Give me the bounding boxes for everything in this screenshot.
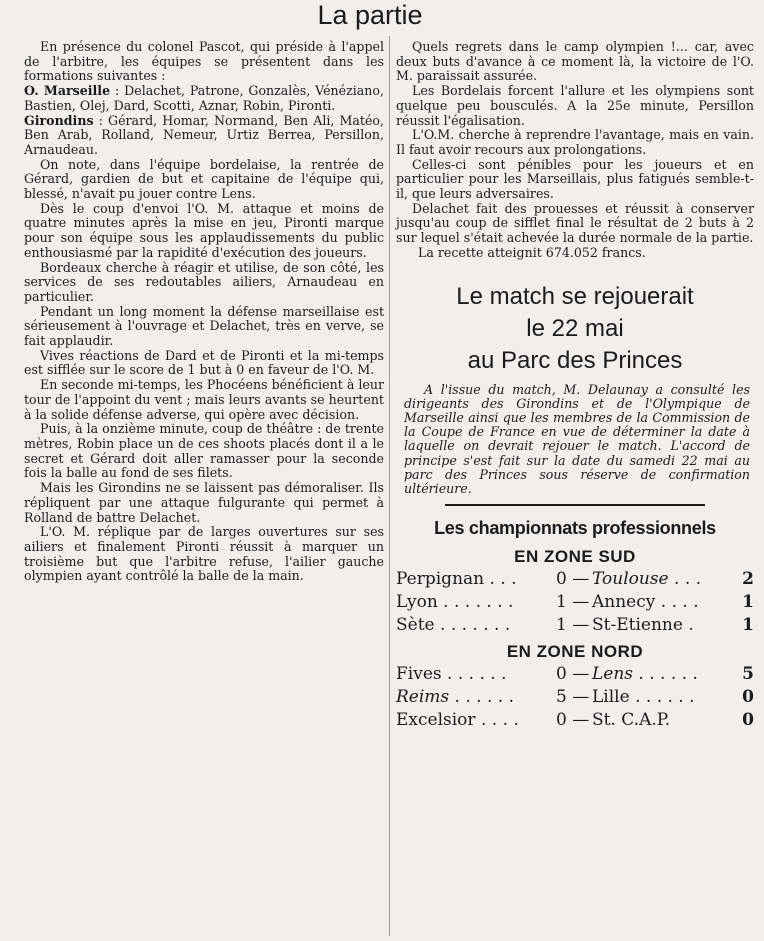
score: 0 — <box>556 710 590 731</box>
lineup-girondins <box>24 114 384 158</box>
column-divider <box>389 36 390 936</box>
article-title: La partie <box>317 0 423 30</box>
player-list: : Gérard, Homar, Normand, Ben Ali, Matéo, Ben Arab, Rolland, Nemeur, Urtiz Berrea, Persillon, Arnaudeau. <box>24 112 385 157</box>
headline-line: au Parc des Princes <box>467 346 683 374</box>
paragraph: Celles-ci sont pénibles pour les joueurs et en particulier pour les Marseillais, plus fatigués semble-t-il, que leurs adversaires. <box>396 156 754 202</box>
result-row <box>396 663 754 686</box>
paragraph: L'O. M. réplique par de larges ouvertures sur ses ailiers et finalement Pironti réussit à marquer un troisième but que l'arbitre refuse, l'ailier gauche olympien ayant contrôlé la balle de la main. <box>24 524 384 584</box>
paragraph: La recette atteignit 674.052 francs. <box>418 244 646 260</box>
away-team: Lens . . . . . . <box>592 664 698 685</box>
paragraph: Mais les Girondins ne se laissent pas démoraliser. Ils répliquent par une attaque fulgurante qui permet à Rolland de battre Delachet. <box>24 480 384 525</box>
away-score: 5 <box>742 664 754 685</box>
away-team: Toulouse . . . <box>592 569 702 590</box>
score: 1 — <box>556 615 590 636</box>
intro-paragraph: En présence du colonel Pascot, qui préside à l'appel de l'arbitre, les équipes se présentent dans les formations suivantes : <box>24 39 384 84</box>
zone-sud-heading: EN ZONE SUD <box>514 547 636 567</box>
championship-heading: Les championnats professionnels <box>434 518 716 539</box>
away-score: 0 <box>742 710 754 731</box>
home-team: Lyon . . . . . . . <box>396 592 514 613</box>
paragraph: Delachet fait des prouesses et réussit à conserver jusqu'au coup de sifflet final le résultat de 2 buts à 2 sur lequel s'était achevée la durée normale de la partie. <box>396 200 754 246</box>
section-rule <box>445 504 705 506</box>
score: 0 — <box>556 569 590 590</box>
paragraph: Quels regrets dans le camp olympien !... car, avec deux buts d'avance à ce moment là, la victoire de l'O. M. paraissait assurée. <box>396 39 754 84</box>
paragraph: L'O.M. cherche à reprendre l'avantage, mais en vain. Il faut avoir recours aux prolongations. <box>396 127 754 157</box>
result-row <box>396 614 754 637</box>
result-row <box>396 568 754 591</box>
home-team: Sète . . . . . . . <box>396 615 511 636</box>
headline-line: le 22 mai <box>526 314 624 342</box>
replay-announcement <box>396 383 754 497</box>
team-name: O. Marseille <box>24 83 111 99</box>
headline-line: Le match se rejouerait <box>456 282 694 310</box>
away-team: St-Etienne . <box>592 615 694 636</box>
paragraph: En seconde mi-temps, les Phocéens bénéficient à leur tour de l'appoint du vent ; mais leurs avants se heurtent à la solide défense adverse, qui opère avec décision. <box>24 377 384 422</box>
lineup-marseille <box>24 84 384 113</box>
score: 5 — <box>556 687 590 708</box>
announcement-text: A l'issue du match, M. Delaunay a consulté les dirigeants des Girondins et de l'Olympique de Marseille ainsi que les membres de la Commission de la Coupe de France en vue de déterminer la date à laquelle on devrait rejouer le match. L'accord de principe s'est fait sur la date du samedi 22 mai au parc des Princes sous réserve de confirmation ultérieure. <box>404 381 750 496</box>
paragraph: Vives réactions de Dard et de Pironti et la mi-temps est sifflée sur le score de 1 but à 0 en faveur de l'O. M. <box>24 347 384 378</box>
zone-nord-results <box>396 663 754 732</box>
away-team: St. C.A.P. <box>592 710 671 731</box>
paragraph: Bordeaux cherche à réagir et utilise, de son côté, les services de ses redoutables ailiers, Arnaudeau en particulier. <box>24 259 384 304</box>
player-list: : Delachet, Patrone, Gonzalès, Vénéziano, Bastien, Olej, Dard, Scotti, Aznar, Robin, Pironti. <box>24 83 384 113</box>
paragraph: Dès le coup d'envoi l'O. M. attaque et moins de quatre minutes après la mise en jeu, Pironti marque pour son équipe sous les applaudissements du public enthousiasmé par la rapidité d'exécution des joueurs. <box>24 200 384 260</box>
away-score: 1 <box>742 615 754 636</box>
home-team: Reims . . . . . . <box>396 687 515 708</box>
zone-nord-heading: EN ZONE NORD <box>506 642 644 662</box>
away-team: Lille . . . . . . <box>592 687 695 708</box>
paragraph: On note, dans l'équipe bordelaise, la rentrée de Gérard, gardien de but et capitaine de l'équipe qui, blessé, n'avait pu jouer contre Lens. <box>24 156 384 202</box>
replay-headline <box>396 281 754 377</box>
left-column <box>24 40 384 584</box>
home-team: Excelsior . . . . <box>396 710 519 731</box>
result-row <box>396 709 754 732</box>
away-score: 0 <box>742 687 754 708</box>
home-team: Perpignan . . . <box>396 569 517 590</box>
home-team: Fives . . . . . . <box>396 664 507 685</box>
right-column <box>396 40 754 732</box>
away-score: 1 <box>742 592 754 613</box>
score: 0 — <box>556 664 590 685</box>
away-score: 2 <box>742 569 754 590</box>
paragraph: Les Bordelais forcent l'allure et les olympiens sont quelque peu bousculés. A la 25e minute, Persillon réussit l'égalisation. <box>396 83 754 128</box>
away-team: Annecy . . . . <box>592 592 699 613</box>
paragraph: Pendant un long moment la défense marseillaise est sérieusement à l'ouvrage et Delachet, très en verve, se fait applaudir. <box>24 303 384 349</box>
paragraph: Puis, à la onzième minute, coup de théâtre : de trente mètres, Robin place un de ces shoots placés dont il a le secret et Gérard doit aller ramasser pour la seconde fois la balle au fond de ses filets. <box>24 421 384 481</box>
result-row <box>396 686 754 709</box>
result-row <box>396 591 754 614</box>
zone-sud-results <box>396 568 754 637</box>
score: 1 — <box>556 592 590 613</box>
team-name: Girondins <box>24 112 94 128</box>
